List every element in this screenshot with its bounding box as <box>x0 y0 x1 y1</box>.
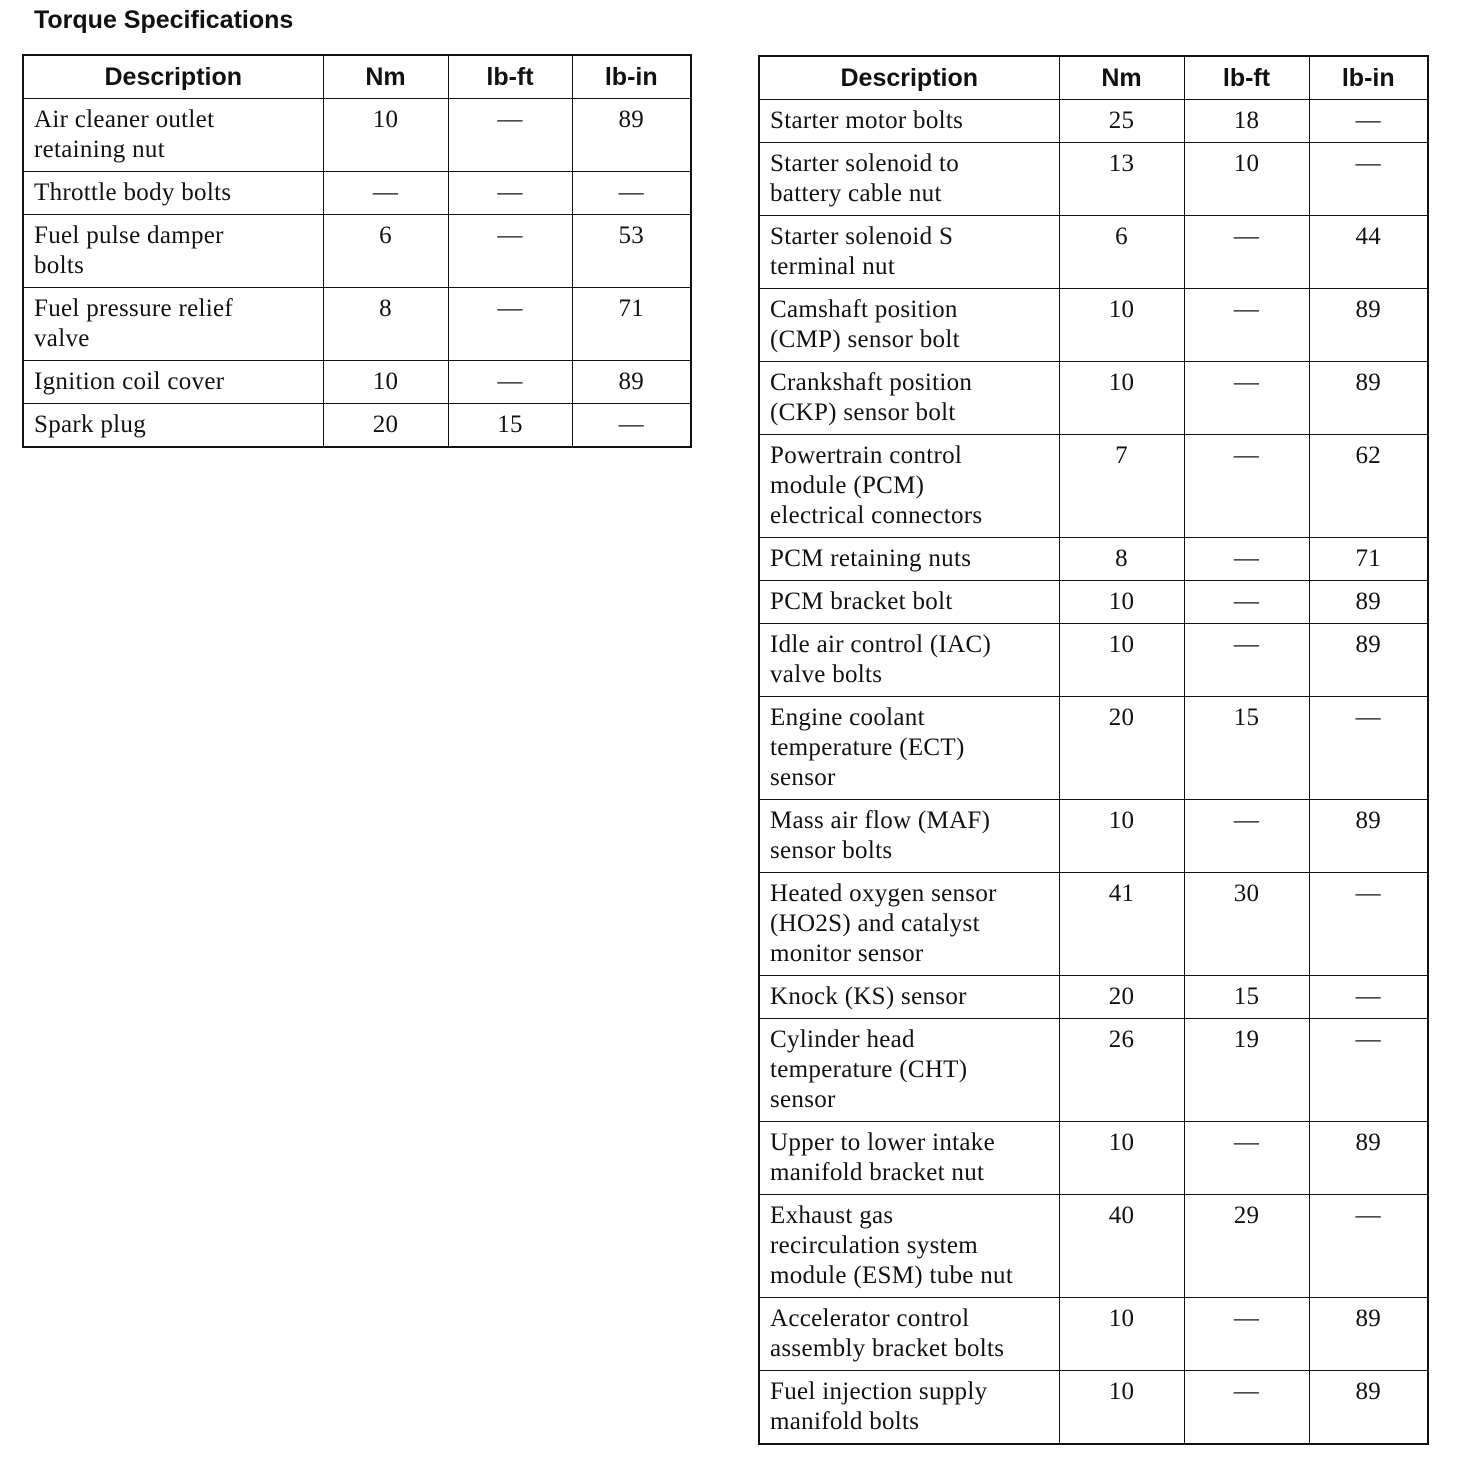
table-row <box>759 362 1428 435</box>
cell-nm: 10 <box>1059 1298 1184 1371</box>
cell-description: Spark plug <box>23 404 323 448</box>
cell-lbin: 89 <box>1309 289 1428 362</box>
cell-nm: 10 <box>1059 581 1184 624</box>
table-row <box>759 1019 1428 1122</box>
cell-lbin: 89 <box>1309 1371 1428 1445</box>
cell-nm: 20 <box>1059 976 1184 1019</box>
cell-nm: 7 <box>1059 435 1184 538</box>
cell-lbft: — <box>1184 624 1309 697</box>
cell-nm: 10 <box>323 361 448 404</box>
table-row <box>23 215 691 288</box>
table-row <box>759 1371 1428 1445</box>
cell-description: Cylinder head temperature (CHT) sensor <box>759 1019 1059 1122</box>
cell-lbft: — <box>1184 1298 1309 1371</box>
table-row <box>759 800 1428 873</box>
table-header-row <box>23 55 691 99</box>
cell-lbin: 89 <box>572 99 691 172</box>
cell-nm: 10 <box>1059 362 1184 435</box>
cell-description: Mass air flow (MAF) sensor bolts <box>759 800 1059 873</box>
cell-nm: 10 <box>1059 289 1184 362</box>
cell-lbin: 62 <box>1309 435 1428 538</box>
table-row <box>759 143 1428 216</box>
cell-lbin: 71 <box>1309 538 1428 581</box>
cell-lbin: — <box>572 172 691 215</box>
cell-description: Air cleaner outlet retaining nut <box>23 99 323 172</box>
cell-lbin: 89 <box>1309 1298 1428 1371</box>
table-row <box>759 581 1428 624</box>
cell-lbft: 10 <box>1184 143 1309 216</box>
table-row <box>23 361 691 404</box>
cell-lbft: — <box>448 288 572 361</box>
column-header-lbin: lb-in <box>1309 56 1428 100</box>
table-row <box>23 288 691 361</box>
table-row <box>759 624 1428 697</box>
cell-description: Starter solenoid S terminal nut <box>759 216 1059 289</box>
cell-nm: 20 <box>1059 697 1184 800</box>
cell-nm: 10 <box>1059 624 1184 697</box>
table-row <box>759 435 1428 538</box>
table-row <box>759 289 1428 362</box>
cell-description: Crankshaft position (CKP) sensor bolt <box>759 362 1059 435</box>
cell-description: Starter solenoid to battery cable nut <box>759 143 1059 216</box>
cell-lbft: — <box>1184 289 1309 362</box>
table-row <box>759 1298 1428 1371</box>
column-header-lbft: lb-ft <box>1184 56 1309 100</box>
cell-lbin: 44 <box>1309 216 1428 289</box>
cell-description: Fuel pressure relief valve <box>23 288 323 361</box>
cell-lbin: — <box>1309 100 1428 143</box>
cell-description: Camshaft position (CMP) sensor bolt <box>759 289 1059 362</box>
cell-lbft: — <box>1184 581 1309 624</box>
cell-nm: 13 <box>1059 143 1184 216</box>
table-row <box>759 873 1428 976</box>
cell-lbin: — <box>1309 1019 1428 1122</box>
column-header-description: Description <box>23 55 323 99</box>
column-header-description: Description <box>759 56 1059 100</box>
cell-description: PCM bracket bolt <box>759 581 1059 624</box>
cell-lbft: — <box>448 361 572 404</box>
cell-description: Upper to lower intake manifold bracket nut <box>759 1122 1059 1195</box>
cell-lbin: 71 <box>572 288 691 361</box>
table-row <box>23 99 691 172</box>
cell-nm: 6 <box>1059 216 1184 289</box>
cell-lbin: 53 <box>572 215 691 288</box>
cell-description: Engine coolant temperature (ECT) sensor <box>759 697 1059 800</box>
cell-lbft: 15 <box>448 404 572 448</box>
cell-lbft: — <box>1184 1371 1309 1445</box>
cell-lbft: 29 <box>1184 1195 1309 1298</box>
cell-description: Fuel pulse damper bolts <box>23 215 323 288</box>
cell-nm: 10 <box>1059 800 1184 873</box>
cell-nm: 26 <box>1059 1019 1184 1122</box>
cell-lbin: — <box>572 404 691 448</box>
cell-lbin: — <box>1309 976 1428 1019</box>
cell-description: Ignition coil cover <box>23 361 323 404</box>
cell-description: Throttle body bolts <box>23 172 323 215</box>
cell-lbft: — <box>1184 435 1309 538</box>
cell-lbin: — <box>1309 697 1428 800</box>
column-header-lbin: lb-in <box>572 55 691 99</box>
column-header-lbft: lb-ft <box>448 55 572 99</box>
cell-nm: 8 <box>1059 538 1184 581</box>
table-row <box>759 538 1428 581</box>
table-row <box>759 216 1428 289</box>
cell-description: Knock (KS) sensor <box>759 976 1059 1019</box>
cell-lbft: — <box>1184 1122 1309 1195</box>
table-row <box>759 1122 1428 1195</box>
cell-lbin: — <box>1309 143 1428 216</box>
cell-lbft: — <box>448 215 572 288</box>
cell-nm: — <box>323 172 448 215</box>
cell-lbft: — <box>1184 362 1309 435</box>
cell-description: Starter motor bolts <box>759 100 1059 143</box>
cell-nm: 25 <box>1059 100 1184 143</box>
cell-description: Accelerator control assembly bracket bolts <box>759 1298 1059 1371</box>
cell-description: Idle air control (IAC) valve bolts <box>759 624 1059 697</box>
page-title: Torque Specifications <box>34 6 294 34</box>
table-row <box>23 404 691 448</box>
cell-lbin: 89 <box>1309 624 1428 697</box>
cell-nm: 10 <box>1059 1371 1184 1445</box>
cell-nm: 41 <box>1059 873 1184 976</box>
cell-description: Exhaust gas recirculation system module (ESM) tube nut <box>759 1195 1059 1298</box>
torque-table-right <box>758 55 1429 1445</box>
cell-lbft: — <box>1184 800 1309 873</box>
cell-nm: 40 <box>1059 1195 1184 1298</box>
cell-description: Powertrain control module (PCM) electrical connectors <box>759 435 1059 538</box>
cell-nm: 10 <box>1059 1122 1184 1195</box>
cell-lbin: 89 <box>1309 1122 1428 1195</box>
column-header-nm: Nm <box>1059 56 1184 100</box>
cell-nm: 6 <box>323 215 448 288</box>
cell-lbin: 89 <box>572 361 691 404</box>
cell-lbin: — <box>1309 873 1428 976</box>
cell-nm: 10 <box>323 99 448 172</box>
cell-lbft: 15 <box>1184 697 1309 800</box>
table-row <box>759 1195 1428 1298</box>
table-row <box>23 172 691 215</box>
table-row <box>759 697 1428 800</box>
cell-nm: 8 <box>323 288 448 361</box>
cell-lbft: 19 <box>1184 1019 1309 1122</box>
cell-lbft: 18 <box>1184 100 1309 143</box>
column-header-nm: Nm <box>323 55 448 99</box>
table-header-row <box>759 56 1428 100</box>
cell-lbin: 89 <box>1309 362 1428 435</box>
cell-lbft: — <box>1184 216 1309 289</box>
cell-description: PCM retaining nuts <box>759 538 1059 581</box>
cell-lbft: — <box>1184 538 1309 581</box>
cell-lbft: — <box>448 99 572 172</box>
cell-lbin: 89 <box>1309 800 1428 873</box>
cell-lbin: 89 <box>1309 581 1428 624</box>
cell-description: Fuel injection supply manifold bolts <box>759 1371 1059 1445</box>
cell-description: Heated oxygen sensor (HO2S) and catalyst monitor sensor <box>759 873 1059 976</box>
table-row <box>759 976 1428 1019</box>
cell-nm: 20 <box>323 404 448 448</box>
cell-lbft: 15 <box>1184 976 1309 1019</box>
cell-lbin: — <box>1309 1195 1428 1298</box>
torque-table-left <box>22 54 692 448</box>
cell-lbft: — <box>448 172 572 215</box>
cell-lbft: 30 <box>1184 873 1309 976</box>
table-row <box>759 100 1428 143</box>
